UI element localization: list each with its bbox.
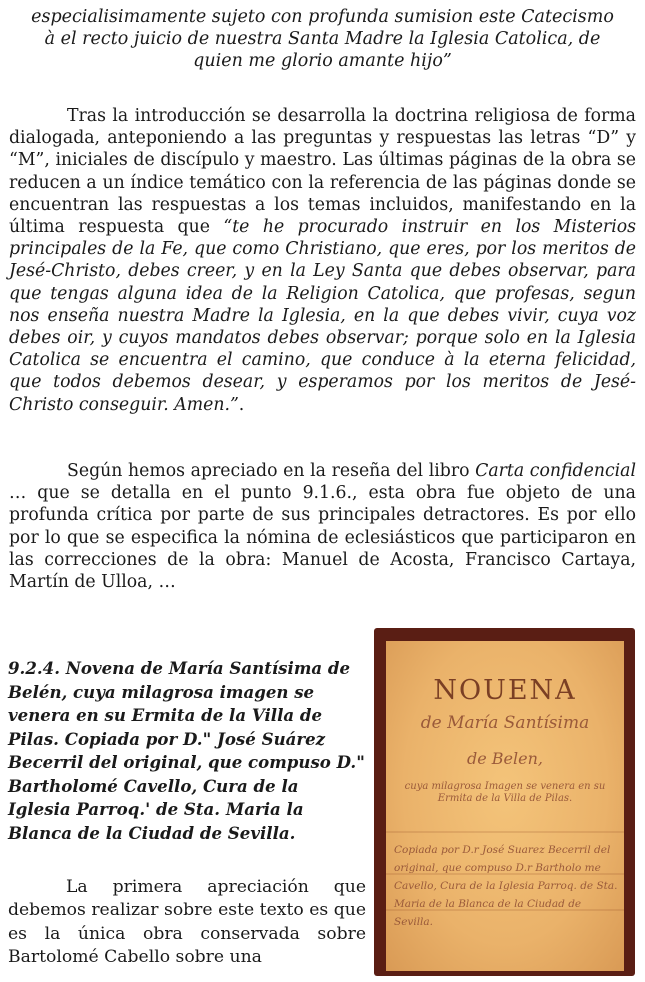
manuscript-line: de María Santísima xyxy=(420,713,590,733)
book-title: Carta confidencial xyxy=(475,461,636,481)
italic-quote: “te he procurado instruir en los Misterios principales de la Fe, que como Christiano, que eres, por los meritos de Jesé-Christo, debes creer, y en la Ley Santa que debes observar, para que tengas alguna idea de la Religion Catolica, que profesas, segun nos enseña nuestra Madre la Iglesia, en la que debes vivir, cuya voz debes oir, y cuyos mandatos debes observar; porque solo en la Iglesia Catolica se encuentra el camino, que conduce à la eterna felicidad, que todos debemos desear, y esperamos por los meritos de Jesé-Christo conseguir. Amen.” xyxy=(9,217,636,415)
quote-block xyxy=(10,6,635,72)
body-paragraph-2 xyxy=(9,460,636,593)
manuscript-line: de Belen, xyxy=(467,749,543,768)
manuscript-photo xyxy=(374,628,635,976)
page-stripe xyxy=(386,831,624,833)
section-heading: 9.2.4. Novena de María Santísima de Belén, cuya milagrosa imagen se venera en su Ermita de la Villa de Pilas. Copiada por D." José Suárez Becerril del original, que compuso D." Bartholomé Cavello, Cura de la Iglesia Parroq.' de Sta. Maria la Blanca de la Ciudad de Sevilla. xyxy=(8,658,365,843)
body-paragraph-3: La primera apreciación que debemos realizar sobre este texto es que es la única obra conservada sobre Bartolomé Cabello sobre una xyxy=(8,877,366,967)
manuscript-title: NOUENA xyxy=(433,675,577,706)
quote-line: especialisimamente sujeto con profunda sumision este Catecismo xyxy=(31,7,614,27)
manuscript-line: cuya milagrosa Imagen se venera en su Ermita de la Villa de Pilas. xyxy=(404,781,606,804)
paragraph-text-end: … que se detalla en el punto 9.1.6., esta obra fue objeto de una profunda crítica por parte de sus principales detractores. Es por ello por lo que se especifica la nómina de eclesiásticos que participaron en las correcciones de la obra: Manuel de Acosta, Francisco Cartaya, Martín de Ulloa, … xyxy=(9,483,636,593)
paragraph-text-end: . xyxy=(238,394,245,415)
quote-line: à el recto juicio de nuestra Santa Madre la Iglesia Catolica, de xyxy=(44,29,601,49)
quote-line: quien me glorio amante hijo” xyxy=(193,51,452,71)
manuscript-page xyxy=(386,641,624,971)
manuscript-line: Copiada por D.r José Suarez Becerril del original, que compuso D.r Bartholo me Cavello, Cura de la Iglesia Parroq. de Sta. Maria de la Blanca de la Ciudad de Sevilla. xyxy=(394,844,618,928)
paragraph-text: Tras la introducción se desarrolla la doctrina religiosa de forma dialogada, anteponiendo a las preguntas y respuestas las letras “D” y “M”, iniciales de discípulo y maestro. Las últimas páginas de la obra se reducen a un índice temático con la referencia de las páginas donde se encuentran las respuestas a los temas incluidos, manifestando en la última respuesta que xyxy=(9,106,636,238)
paragraph-text: Según hemos apreciado en la reseña del libro xyxy=(67,461,476,481)
body-paragraph-1 xyxy=(9,105,636,416)
